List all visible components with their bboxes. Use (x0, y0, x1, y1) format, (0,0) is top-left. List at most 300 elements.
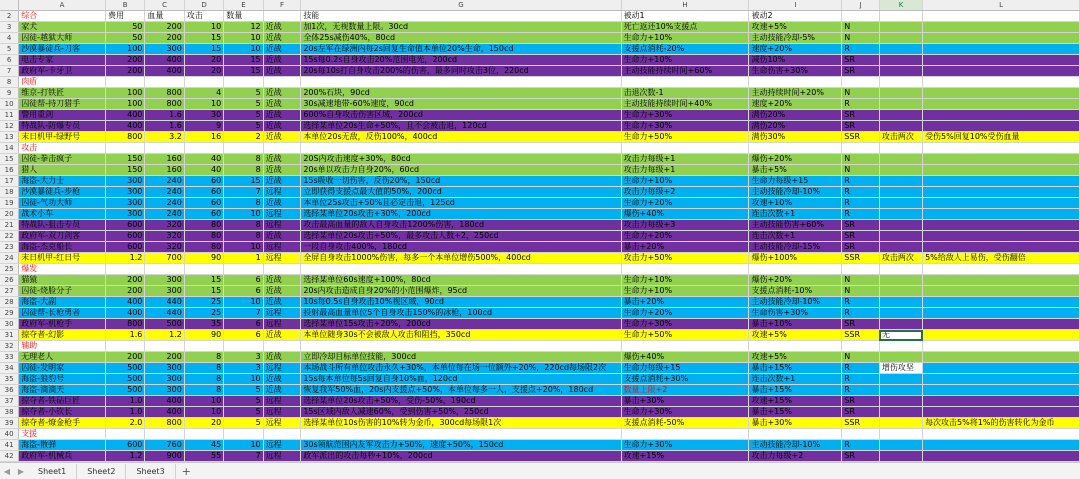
cell-i[interactable]: 满伤20% (749, 121, 842, 132)
cell-l[interactable] (923, 22, 1080, 33)
cell-j[interactable]: R (842, 363, 880, 374)
cell-c[interactable]: 160 (145, 165, 184, 176)
cell-c[interactable]: 1.2 (145, 330, 184, 341)
cell-g[interactable]: 15s每0.2s自身攻击20%范围电光，200cd (301, 55, 621, 66)
cell-l[interactable] (923, 451, 1080, 462)
cell-l[interactable] (923, 330, 1080, 341)
row-header[interactable]: 25 (0, 264, 19, 275)
cell-i[interactable]: 攻速+5% (749, 330, 842, 341)
cell-a[interactable]: 攻击 (19, 143, 106, 154)
cell-d[interactable]: 40 (184, 154, 223, 165)
cell-l[interactable] (923, 198, 1080, 209)
cell-k[interactable] (879, 231, 922, 242)
cell-i[interactable]: 暴击+10% (749, 319, 842, 330)
cell-k[interactable] (879, 88, 922, 99)
cell-g[interactable]: 本场战斗所有单位攻击永久+30%，本单位每在场一位额外+20%，220cd每场限2次 (301, 363, 621, 374)
cell-e[interactable]: 15 (224, 66, 263, 77)
row-header[interactable]: 18 (0, 187, 19, 198)
cell-b[interactable]: 200 (105, 352, 144, 363)
cell-b[interactable]: 400 (105, 110, 144, 121)
cell-k[interactable] (879, 319, 922, 330)
cell-h[interactable]: 死亡返还10%支援点 (621, 22, 749, 33)
cell-j[interactable]: SSR (842, 330, 880, 341)
cell-k[interactable] (879, 22, 922, 33)
cell-i[interactable]: 暴击+30% (749, 418, 842, 429)
cell-j[interactable]: SR (842, 110, 880, 121)
row-header[interactable]: 11 (0, 110, 19, 121)
row-header[interactable]: 30 (0, 319, 19, 330)
cell-f[interactable]: 远程 (263, 319, 301, 330)
cell-b[interactable] (105, 143, 144, 154)
cell-e[interactable]: 数量 (224, 11, 263, 22)
cell-a[interactable]: 囚徒-气功大师 (19, 198, 106, 209)
cell-h[interactable]: 生命力+10% (621, 176, 749, 187)
cell-a[interactable]: 囚徒-越狱大师 (19, 33, 106, 44)
cell-h[interactable]: 爆伤+40% (621, 352, 749, 363)
cell-b[interactable]: 200 (105, 66, 144, 77)
cell-d[interactable]: 25 (184, 297, 223, 308)
row-header[interactable]: 7 (0, 66, 19, 77)
cell-l[interactable] (923, 341, 1080, 352)
column-header-b[interactable]: B (105, 0, 144, 11)
cell-j[interactable]: N (842, 154, 880, 165)
cell-h[interactable]: 生命力+30% (621, 121, 749, 132)
cell-j[interactable]: SR (842, 451, 880, 462)
cell-b[interactable] (105, 341, 144, 352)
cell-b[interactable]: 600 (105, 220, 144, 231)
cell-b[interactable]: 200 (105, 55, 144, 66)
cell-d[interactable]: 60 (184, 187, 223, 198)
cell-k[interactable] (879, 165, 922, 176)
cell-l[interactable] (923, 440, 1080, 451)
cell-k[interactable] (879, 418, 922, 429)
cell-f[interactable]: 远程 (263, 440, 301, 451)
cell-a[interactable]: 沙漠暴徒兵-刀客 (19, 44, 106, 55)
cell-f[interactable]: 远程 (263, 242, 301, 253)
cell-k[interactable] (879, 385, 922, 396)
cell-b[interactable]: 1.2 (105, 253, 144, 264)
cell-c[interactable]: 320 (145, 220, 184, 231)
tab-scroll-left-icon[interactable]: ◀ (3, 466, 11, 476)
cell-h[interactable]: 爆伤+40% (621, 209, 749, 220)
cell-h[interactable]: 支援点消耗-20% (621, 44, 749, 55)
cell-d[interactable]: 60 (184, 209, 223, 220)
cell-k[interactable] (879, 374, 922, 385)
cell-h[interactable] (621, 264, 749, 275)
cell-j[interactable] (842, 264, 880, 275)
cell-f[interactable]: 近战 (263, 44, 301, 55)
cell-d[interactable]: 30 (184, 110, 223, 121)
cell-i[interactable]: 攻速+5% (749, 22, 842, 33)
cell-h[interactable]: 主动技能持续时间+40% (621, 99, 749, 110)
cell-i[interactable]: 主动持续时间+20% (749, 88, 842, 99)
cell-g[interactable]: 技能 (301, 11, 621, 22)
cell-l[interactable] (923, 44, 1080, 55)
cell-i[interactable]: 速度+20% (749, 99, 842, 110)
cell-d[interactable]: 90 (184, 253, 223, 264)
cell-e[interactable]: 10 (224, 33, 263, 44)
cell-d[interactable]: 10 (184, 396, 223, 407)
row-header[interactable]: 22 (0, 231, 19, 242)
cell-j[interactable] (842, 143, 880, 154)
row-header[interactable]: 20 (0, 209, 19, 220)
cell-b[interactable]: 800 (105, 319, 144, 330)
cell-i[interactable]: 攻击力每级+2 (749, 451, 842, 462)
cell-c[interactable]: 300 (145, 374, 184, 385)
cell-a[interactable]: 特战队-狙击专员 (19, 220, 106, 231)
cell-f[interactable] (263, 143, 301, 154)
cell-k[interactable] (879, 297, 922, 308)
cell-l[interactable] (923, 286, 1080, 297)
tab-scroll-right-icon[interactable]: ▶ (17, 466, 25, 476)
cell-k[interactable] (879, 407, 922, 418)
cell-b[interactable]: 费用 (105, 11, 144, 22)
cell-f[interactable]: 近战 (263, 176, 301, 187)
row-header[interactable]: 33 (0, 352, 19, 363)
row-header[interactable]: 39 (0, 418, 19, 429)
cell-d[interactable]: 25 (184, 308, 223, 319)
row-header[interactable]: 42 (0, 451, 19, 462)
cell-a[interactable]: 海盗-滴滴天 (19, 385, 106, 396)
cell-g[interactable]: 选择某单位20s生命+50%，且不会被击退，120cd (301, 121, 621, 132)
cell-e[interactable]: 8 (224, 154, 263, 165)
cell-d[interactable]: 10 (184, 99, 223, 110)
cell-e[interactable]: 10 (224, 209, 263, 220)
cell-g[interactable]: 本单位随身30s不会被敌人攻击和阻挡，350cd (301, 330, 621, 341)
cell-l[interactable] (923, 242, 1080, 253)
row-header[interactable]: 5 (0, 44, 19, 55)
cell-l[interactable] (923, 33, 1080, 44)
cell-c[interactable] (145, 264, 184, 275)
cell-k[interactable]: 无 (879, 330, 922, 341)
cell-k[interactable] (879, 99, 922, 110)
cell-i[interactable]: 主动技能冷却-10% (749, 440, 842, 451)
cell-h[interactable]: 生命力+20% (621, 231, 749, 242)
cell-a[interactable]: 警用重剑 (19, 110, 106, 121)
cell-i[interactable]: 主动技能冷却-10% (749, 297, 842, 308)
cell-l[interactable] (923, 407, 1080, 418)
cell-j[interactable]: SSR (842, 253, 880, 264)
column-header-i[interactable]: I (749, 0, 842, 11)
row-header[interactable]: 31 (0, 330, 19, 341)
cell-g[interactable]: 20s单以攻击力自身20%，60cd (301, 165, 621, 176)
cell-a[interactable]: 政府军-机枪手 (19, 319, 106, 330)
cell-g[interactable]: 投射最高血量单位5个自身攻击150%的冰枪，100cd (301, 308, 621, 319)
cell-d[interactable]: 20 (184, 66, 223, 77)
cell-b[interactable]: 50 (105, 33, 144, 44)
cell-b[interactable]: 600 (105, 242, 144, 253)
tab-sheet2[interactable]: Sheet2 (77, 464, 126, 479)
cell-h[interactable]: 攻击力每级+2 (621, 187, 749, 198)
cell-c[interactable] (145, 341, 184, 352)
cell-k[interactable] (879, 110, 922, 121)
cell-j[interactable] (842, 77, 880, 88)
cell-f[interactable]: 近战 (263, 33, 301, 44)
cell-j[interactable]: R (842, 385, 880, 396)
column-header-f[interactable]: F (263, 0, 301, 11)
cell-l[interactable] (923, 176, 1080, 187)
cell-e[interactable]: 5 (224, 407, 263, 418)
cell-f[interactable]: 近战 (263, 374, 301, 385)
cell-b[interactable] (105, 77, 144, 88)
cell-a[interactable]: 海盗-散弹 (19, 440, 106, 451)
cell-j[interactable]: SR (842, 55, 880, 66)
cell-c[interactable]: 1.6 (145, 110, 184, 121)
cell-d[interactable]: 10 (184, 22, 223, 33)
cell-c[interactable]: 300 (145, 363, 184, 374)
cell-e[interactable]: 2 (224, 132, 263, 143)
cell-f[interactable]: 近战 (263, 154, 301, 165)
cell-d[interactable]: 55 (184, 451, 223, 462)
cell-k[interactable] (879, 33, 922, 44)
row-header[interactable]: 6 (0, 55, 19, 66)
cell-k[interactable]: 攻击两次 (879, 253, 922, 264)
cell-k[interactable]: 攻击两次 (879, 132, 922, 143)
cell-g[interactable]: 20S内攻击速度+30%，80cd (301, 154, 621, 165)
cell-l[interactable] (923, 275, 1080, 286)
cell-e[interactable]: 6 (224, 275, 263, 286)
cell-k[interactable] (879, 396, 922, 407)
cell-b[interactable]: 400 (105, 297, 144, 308)
cell-e[interactable]: 5 (224, 418, 263, 429)
cell-f[interactable]: 近战 (263, 165, 301, 176)
cell-e[interactable]: 7 (224, 308, 263, 319)
cell-g[interactable]: 15s每本单位每5s回复自身10%血，120cd (301, 374, 621, 385)
cell-h[interactable]: 生命力+20% (621, 308, 749, 319)
row-header[interactable]: 37 (0, 396, 19, 407)
cell-a[interactable]: 囚徒帮-持刀猎手 (19, 99, 106, 110)
cell-j[interactable]: SSR (842, 418, 880, 429)
cell-g[interactable]: 20s内攻击造成自身20%的小范围爆炸，95cd (301, 286, 621, 297)
cell-i[interactable]: 被动2 (749, 11, 842, 22)
cell-e[interactable]: 10 (224, 297, 263, 308)
cell-j[interactable]: SR (842, 121, 880, 132)
cell-j[interactable]: N (842, 88, 880, 99)
cell-j[interactable]: N (842, 22, 880, 33)
cell-e[interactable]: 8 (224, 220, 263, 231)
cell-b[interactable]: 1.0 (105, 396, 144, 407)
cell-a[interactable]: 支援 (19, 429, 106, 440)
cell-f[interactable]: 近战 (263, 286, 301, 297)
cell-i[interactable] (749, 264, 842, 275)
cell-d[interactable] (184, 429, 223, 440)
cell-c[interactable]: 500 (145, 319, 184, 330)
cell-e[interactable]: 1 (224, 253, 263, 264)
cell-d[interactable]: 15 (184, 44, 223, 55)
cell-l[interactable] (923, 121, 1080, 132)
cell-d[interactable]: 15 (184, 286, 223, 297)
cell-i[interactable]: 减伤10% (749, 55, 842, 66)
cell-c[interactable]: 200 (145, 352, 184, 363)
cell-e[interactable] (224, 429, 263, 440)
cell-i[interactable]: 生命力每级+15 (749, 176, 842, 187)
cell-k[interactable]: 增伤攻坚 (879, 363, 922, 374)
cell-a[interactable]: 维京-打铁匠 (19, 88, 106, 99)
cell-b[interactable]: 200 (105, 286, 144, 297)
cell-b[interactable]: 400 (105, 121, 144, 132)
cell-j[interactable]: N (842, 275, 880, 286)
cell-e[interactable]: 7 (224, 451, 263, 462)
cell-h[interactable]: 暴击+20% (621, 297, 749, 308)
cell-f[interactable]: 远程 (263, 187, 301, 198)
cell-b[interactable] (105, 429, 144, 440)
cell-j[interactable]: R (842, 440, 880, 451)
cell-c[interactable]: 760 (145, 440, 184, 451)
cell-l[interactable] (923, 385, 1080, 396)
cell-c[interactable]: 700 (145, 253, 184, 264)
cell-d[interactable]: 20 (184, 418, 223, 429)
row-header[interactable]: 32 (0, 341, 19, 352)
cell-e[interactable]: 5 (224, 385, 263, 396)
cell-i[interactable]: 攻速+15% (749, 396, 842, 407)
cell-k[interactable] (879, 440, 922, 451)
cell-g[interactable] (301, 143, 621, 154)
cell-a[interactable]: 掠夺者-小钦长 (19, 407, 106, 418)
cell-g[interactable]: 200%石块，90cd (301, 88, 621, 99)
row-header[interactable]: 10 (0, 99, 19, 110)
cell-f[interactable] (263, 429, 301, 440)
cell-a[interactable]: 猎人 (19, 165, 106, 176)
cell-b[interactable]: 600 (105, 440, 144, 451)
cell-e[interactable]: 5 (224, 110, 263, 121)
cell-a[interactable]: 猫猿 (19, 275, 106, 286)
cell-a[interactable]: 政府军-机械兵 (19, 451, 106, 462)
cell-j[interactable] (842, 341, 880, 352)
cell-e[interactable]: 10 (224, 440, 263, 451)
cell-i[interactable]: 暴击+15% (749, 385, 842, 396)
row-header[interactable]: 4 (0, 33, 19, 44)
cell-c[interactable]: 440 (145, 308, 184, 319)
cell-g[interactable]: 本单位20s无敌，反伤100%，400cd (301, 132, 621, 143)
cell-i[interactable]: 爆伤+20% (749, 275, 842, 286)
row-header[interactable]: 3 (0, 22, 19, 33)
cell-e[interactable]: 5 (224, 99, 263, 110)
cell-c[interactable]: 320 (145, 231, 184, 242)
cell-a[interactable]: 肉盾 (19, 77, 106, 88)
cell-i[interactable]: 连击次数+1 (749, 374, 842, 385)
cell-l[interactable] (923, 187, 1080, 198)
cell-e[interactable]: 8 (224, 165, 263, 176)
cell-d[interactable]: 10 (184, 407, 223, 418)
cell-e[interactable]: 6 (224, 319, 263, 330)
cell-g[interactable]: 全体25s减伤40%，80cd (301, 33, 621, 44)
cell-l[interactable] (923, 55, 1080, 66)
cell-b[interactable]: 50 (105, 22, 144, 33)
cell-h[interactable]: 生命力+10% (621, 55, 749, 66)
cell-b[interactable]: 400 (105, 308, 144, 319)
cell-k[interactable] (879, 77, 922, 88)
cell-a[interactable]: 囚徒-发明家 (19, 363, 106, 374)
row-header[interactable]: 15 (0, 154, 19, 165)
cell-l[interactable] (923, 308, 1080, 319)
cell-f[interactable]: 远程 (263, 253, 301, 264)
cell-h[interactable] (621, 429, 749, 440)
cell-l[interactable] (923, 66, 1080, 77)
row-header[interactable]: 8 (0, 77, 19, 88)
cell-f[interactable]: 远程 (263, 451, 301, 462)
cell-k[interactable] (879, 154, 922, 165)
column-header-l[interactable]: L (923, 0, 1080, 11)
cell-f[interactable]: 远程 (263, 407, 301, 418)
cell-i[interactable]: 暴击+15% (749, 363, 842, 374)
cell-b[interactable]: 300 (105, 198, 144, 209)
cell-e[interactable]: 6 (224, 330, 263, 341)
cell-b[interactable]: 300 (105, 209, 144, 220)
cell-d[interactable]: 40 (184, 165, 223, 176)
cell-g[interactable]: 15s吸收一切伤害，反伤20%，150cd (301, 176, 621, 187)
cell-k[interactable] (879, 242, 922, 253)
cell-d[interactable]: 攻击 (184, 11, 223, 22)
cell-k[interactable] (879, 143, 922, 154)
cell-a[interactable]: 家犬 (19, 22, 106, 33)
cell-d[interactable]: 80 (184, 242, 223, 253)
cell-e[interactable]: 10 (224, 242, 263, 253)
cell-a[interactable]: 无理老人 (19, 352, 106, 363)
cell-j[interactable]: R (842, 198, 880, 209)
row-header[interactable]: 14 (0, 143, 19, 154)
cell-b[interactable]: 1.2 (105, 451, 144, 462)
cell-i[interactable]: 暴击+15% (749, 407, 842, 418)
cell-j[interactable]: N (842, 33, 880, 44)
cell-l[interactable] (923, 209, 1080, 220)
cell-a[interactable]: 囚徒帮-长枪勇者 (19, 308, 106, 319)
cell-h[interactable]: 主动技能持续时间+60% (621, 66, 749, 77)
cell-e[interactable]: 8 (224, 231, 263, 242)
row-header[interactable]: 17 (0, 176, 19, 187)
row-header[interactable]: 21 (0, 220, 19, 231)
cell-k[interactable] (879, 308, 922, 319)
cell-j[interactable]: R (842, 297, 880, 308)
cell-a[interactable]: 沙漠暴徒兵-步枪 (19, 187, 106, 198)
cell-l[interactable] (923, 77, 1080, 88)
cell-h[interactable]: 生命力+20% (621, 198, 749, 209)
cell-a[interactable]: 掠夺者-铁砧巨匠 (19, 396, 106, 407)
cell-h[interactable]: 攻击力每级+3 (621, 220, 749, 231)
column-header-c[interactable]: C (145, 0, 184, 11)
cell-i[interactable]: 满伤20% (749, 110, 842, 121)
cell-k[interactable] (879, 121, 922, 132)
cell-j[interactable]: R (842, 44, 880, 55)
cell-b[interactable]: 100 (105, 44, 144, 55)
cell-i[interactable] (749, 341, 842, 352)
cell-k[interactable] (879, 451, 922, 462)
cell-g[interactable]: 加1次，无视数量上限。30cd (301, 22, 621, 33)
cell-g[interactable] (301, 264, 621, 275)
cell-f[interactable] (263, 11, 301, 22)
cell-c[interactable]: 800 (145, 99, 184, 110)
row-header[interactable]: 24 (0, 253, 19, 264)
cell-j[interactable]: N (842, 165, 880, 176)
cell-g[interactable]: 600%自身攻击伤害区域，200cd (301, 110, 621, 121)
column-header-g[interactable]: G (301, 0, 621, 11)
cell-h[interactable]: 生命力+30% (621, 407, 749, 418)
cell-b[interactable]: 100 (105, 99, 144, 110)
cell-e[interactable]: 3 (224, 363, 263, 374)
cell-g[interactable]: 选择某单位20s攻击+50%，受伤-50%，190cd (301, 396, 621, 407)
cell-i[interactable]: 主动技能冷却-15% (749, 242, 842, 253)
cell-i[interactable]: 生命伤害+30% (749, 308, 842, 319)
cell-a[interactable]: 海盗-大力士 (19, 176, 106, 187)
cell-a[interactable]: 囚徒-拳击疯子 (19, 154, 106, 165)
cell-c[interactable]: 440 (145, 297, 184, 308)
cell-f[interactable]: 远程 (263, 209, 301, 220)
row-header[interactable]: 38 (0, 407, 19, 418)
cell-g[interactable]: 选择某单位10s伤害的10%转为金币，300cd每场限1次 (301, 418, 621, 429)
cell-d[interactable]: 15 (184, 275, 223, 286)
cell-f[interactable]: 远程 (263, 308, 301, 319)
cell-l[interactable] (923, 363, 1080, 374)
cell-l[interactable] (923, 297, 1080, 308)
